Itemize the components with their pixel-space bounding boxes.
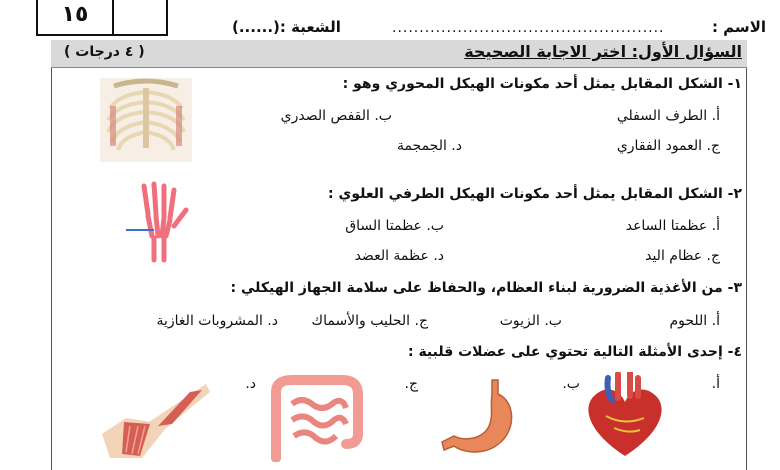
q1-option-b[interactable]: ب. القفص الصدري bbox=[280, 108, 392, 124]
q2-option-c[interactable]: ج. عظام اليد bbox=[645, 248, 720, 264]
q1-option-c[interactable]: ج. العمود الفقاري bbox=[616, 138, 720, 154]
q4-option-b[interactable]: ب. bbox=[562, 376, 580, 392]
q2-option-b[interactable]: ب. عظمتا الساق bbox=[345, 218, 444, 234]
heart-illustration[interactable] bbox=[578, 372, 672, 462]
section-field[interactable]: الشعبة :(......) bbox=[232, 18, 341, 36]
question-3-text: ٣- من الأغذية الضرورية لبناء العظام، والحفاظ على سلامة الجهاز الهيكلي : bbox=[230, 280, 742, 296]
intestines-illustration[interactable] bbox=[262, 374, 372, 462]
q3-option-a[interactable]: أ. اللحوم bbox=[669, 313, 720, 329]
section-title: السؤال الأول: اختر الاجابة الصحيحة bbox=[464, 42, 742, 61]
q1-option-a[interactable]: أ. الطرف السفلي bbox=[616, 108, 720, 124]
q3-option-c[interactable]: ج. الحليب والأسماك bbox=[311, 313, 428, 329]
q4-option-c[interactable]: ج. bbox=[404, 376, 418, 392]
question-2-text: ٢- الشكل المقابل يمثل أحد مكونات الهيكل الطرفي العلوي : bbox=[328, 186, 742, 202]
score-value: ١٥ bbox=[61, 2, 89, 27]
q3-option-b[interactable]: ب. الزيوت bbox=[499, 313, 562, 329]
q4-option-a[interactable]: أ. bbox=[711, 376, 720, 392]
q3-option-d[interactable]: د. المشروبات الغازية bbox=[156, 313, 278, 329]
name-dots[interactable]: .................................................. bbox=[392, 20, 665, 36]
score-divider bbox=[112, 0, 114, 34]
q4-option-d[interactable]: د. bbox=[245, 376, 256, 392]
arm-muscle-illustration[interactable] bbox=[102, 378, 212, 462]
q2-option-a[interactable]: أ. عظمتا الساعد bbox=[625, 218, 720, 234]
question-1-text: ١- الشكل المقابل يمثل أحد مكونات الهيكل المحوري وهو : bbox=[342, 76, 742, 92]
section-marks: ( ٤ درجات ) bbox=[64, 44, 145, 60]
q2-option-d[interactable]: د. عظمة العضد bbox=[354, 248, 444, 264]
question-4-text: ٤- إحدى الأمثلة التالية تحتوي على عضلات قلبية : bbox=[407, 344, 742, 360]
name-label: الاسم : bbox=[711, 18, 766, 36]
rib-cage-illustration bbox=[100, 78, 192, 162]
hand-bones-illustration bbox=[124, 180, 190, 264]
stomach-illustration[interactable] bbox=[440, 376, 520, 462]
score-box bbox=[36, 0, 168, 36]
q1-option-d[interactable]: د. الجمجمة bbox=[396, 138, 462, 154]
